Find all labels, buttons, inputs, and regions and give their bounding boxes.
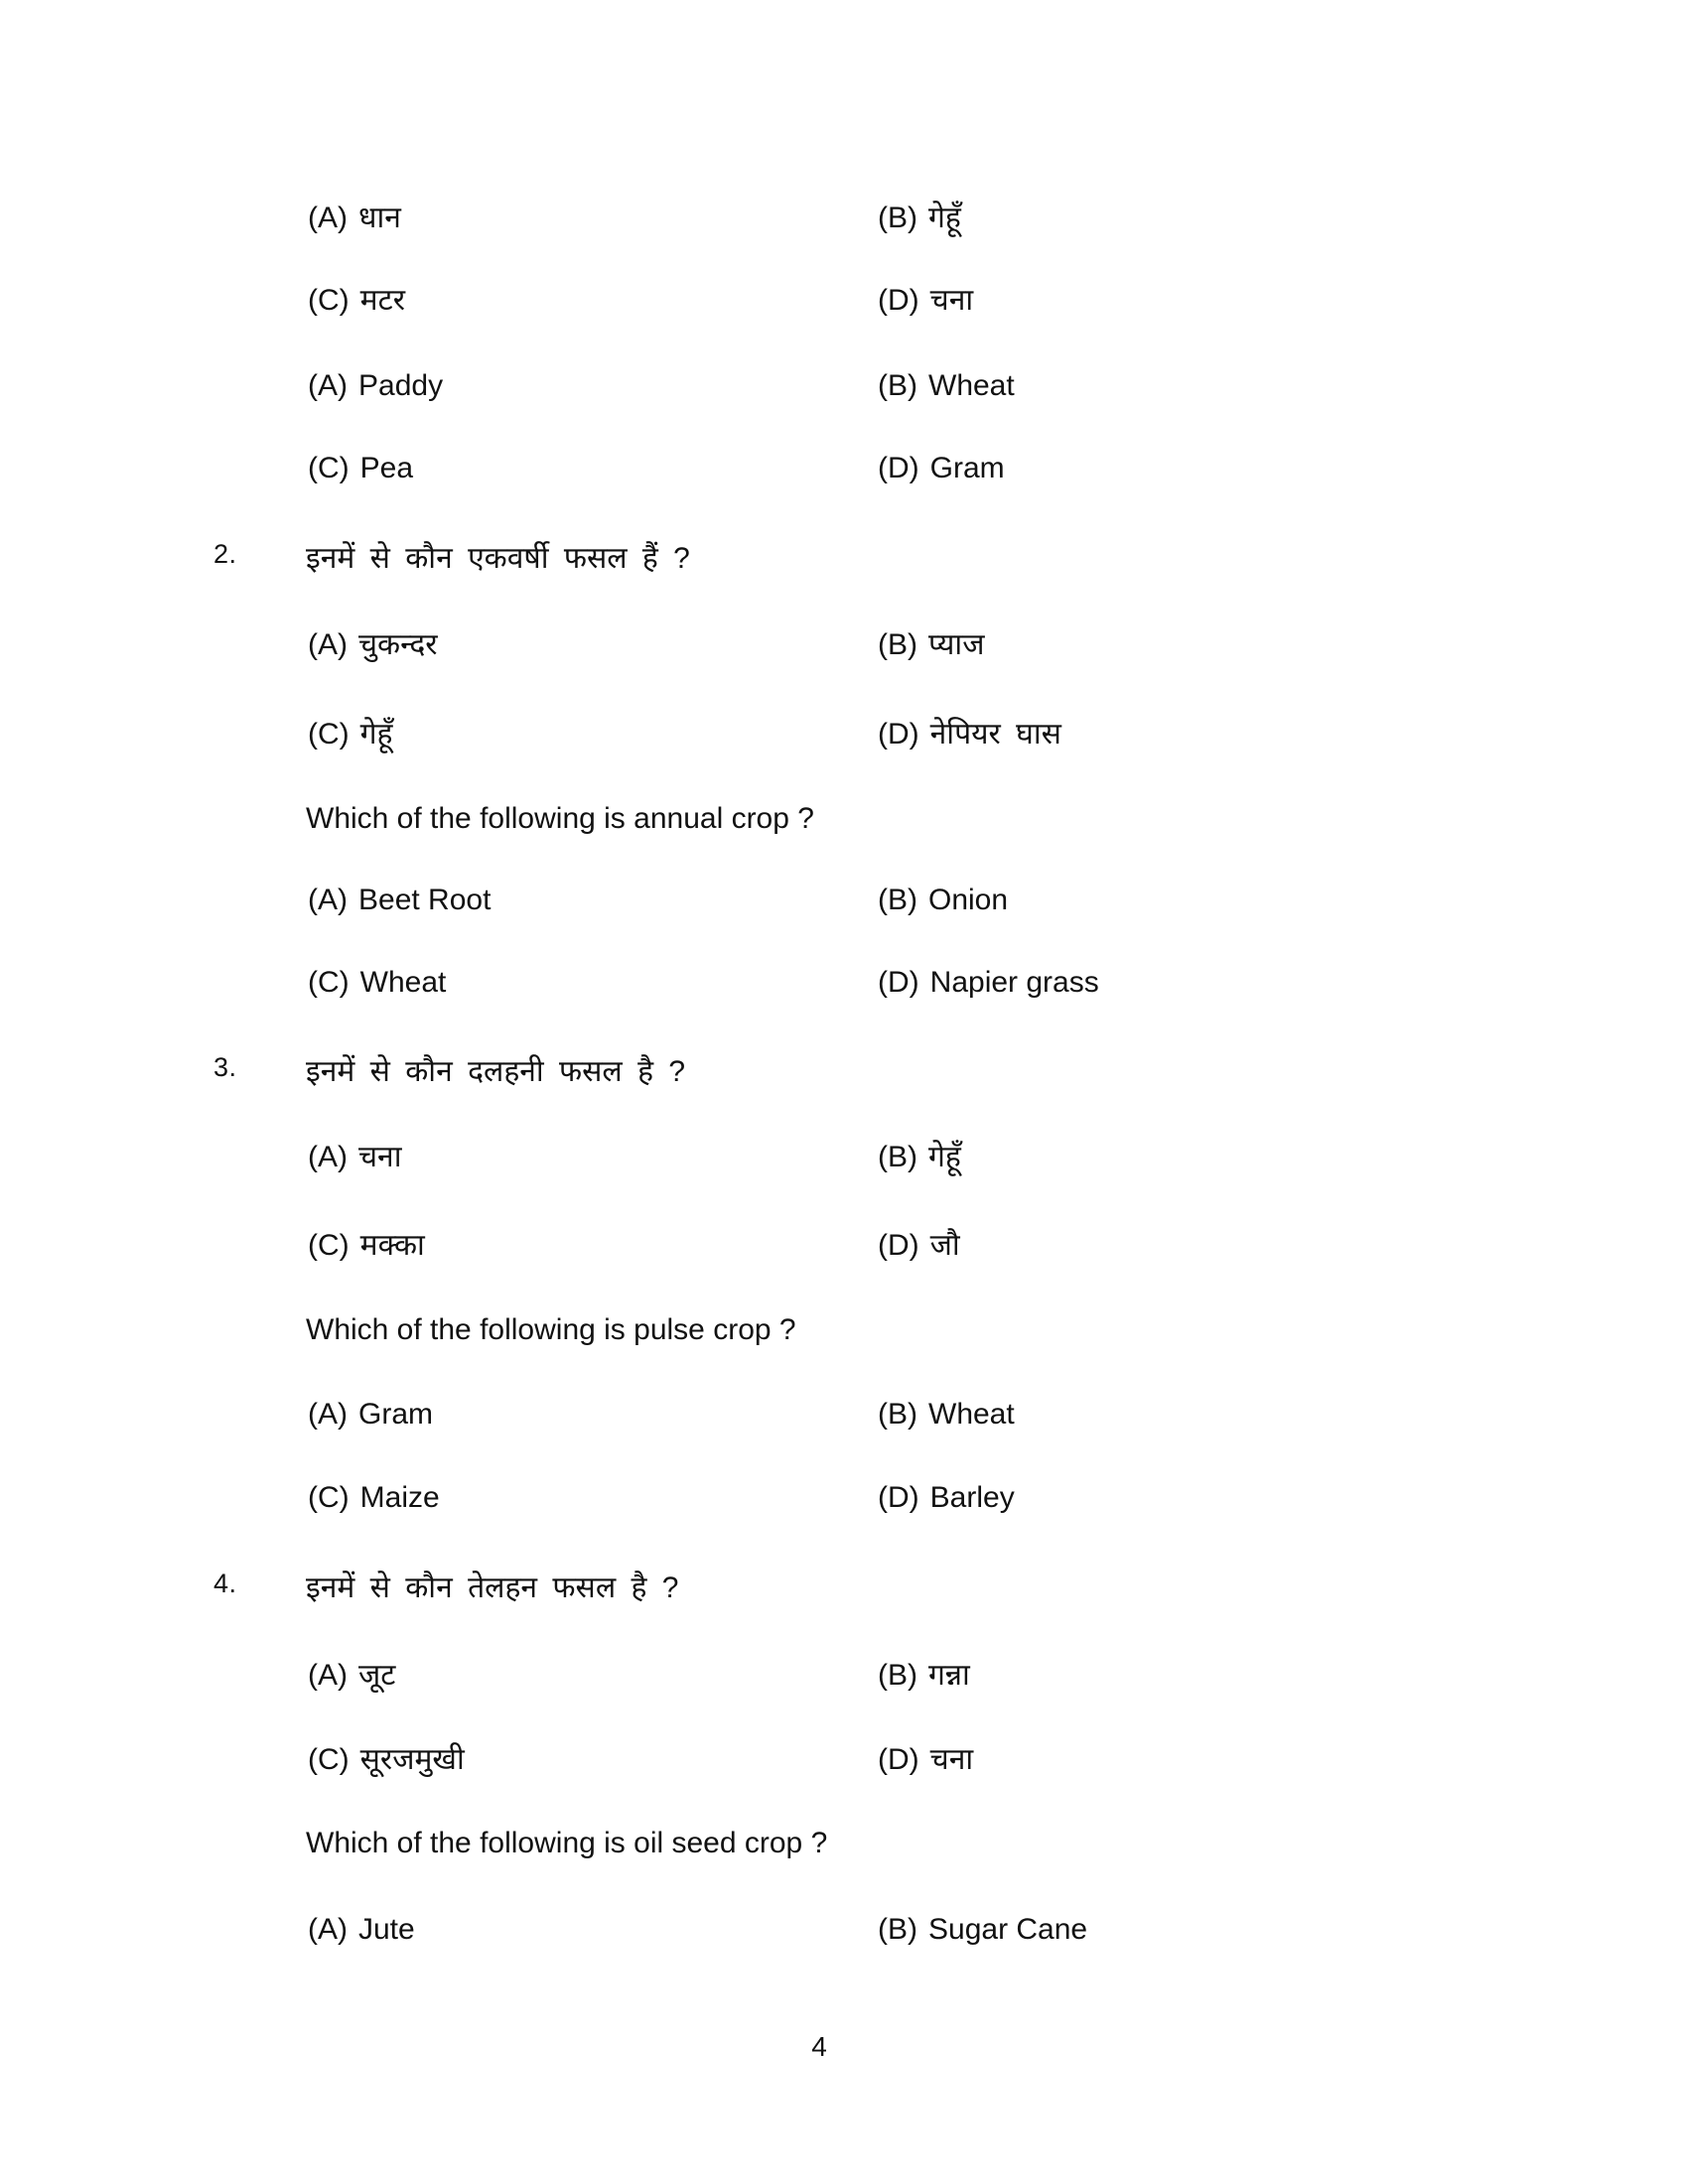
- question-number: 2.: [213, 539, 237, 569]
- options-row: [0, 1398, 1688, 1441]
- option-letter: (D): [878, 452, 919, 484]
- question-row: [0, 1827, 1688, 1870]
- options-row: [0, 1653, 1688, 1697]
- option-letter: (C): [308, 966, 350, 999]
- option-q1-a-english: [308, 369, 443, 403]
- options-row: [0, 1223, 1688, 1267]
- options-row: [0, 452, 1688, 495]
- option-text: चना: [358, 1141, 402, 1173]
- option-text: चना: [929, 284, 974, 317]
- option-text: Sugar Cane: [928, 1913, 1088, 1946]
- options-row: [0, 712, 1688, 755]
- option-q1-c-english: [308, 452, 413, 485]
- option-text: Jute: [358, 1913, 415, 1946]
- option-letter: (A): [308, 1398, 348, 1431]
- options-row: [0, 1135, 1688, 1178]
- option-text: जूट: [358, 1659, 396, 1692]
- option-letter: (A): [308, 884, 348, 916]
- page-number: 4: [811, 2031, 827, 2062]
- question-number: 4.: [213, 1569, 237, 1598]
- option-q2-a-hindi: [308, 622, 438, 663]
- option-q4-a-hindi: [308, 1653, 395, 1694]
- option-text: Paddy: [358, 369, 444, 402]
- option-text: जौ: [929, 1229, 960, 1262]
- options-row: [0, 278, 1688, 322]
- option-q1-d-hindi: [878, 278, 973, 319]
- option-letter: (A): [308, 1913, 348, 1946]
- question-row: [0, 1566, 1688, 1609]
- option-q4-c-hindi: [308, 1737, 465, 1778]
- question-row: [0, 802, 1688, 846]
- option-text: Onion: [928, 884, 1009, 916]
- option-q4-d-hindi: [878, 1737, 973, 1778]
- option-letter: (D): [878, 718, 919, 751]
- option-q3-a-hindi: [308, 1135, 401, 1175]
- option-q3-b-english: [878, 1398, 1015, 1432]
- english-question-text: Which of the following is oil seed crop ?: [306, 1827, 828, 1859]
- question-number: 3.: [213, 1052, 237, 1082]
- option-q4-b-hindi: [878, 1653, 970, 1694]
- option-text: गेहूँ: [928, 202, 961, 234]
- option-text: Wheat: [928, 1398, 1015, 1431]
- option-letter: (C): [308, 284, 350, 317]
- option-text: मटर: [359, 284, 405, 317]
- options-row: [0, 622, 1688, 666]
- option-text: गन्ना: [928, 1659, 970, 1692]
- option-letter: (D): [878, 966, 919, 999]
- english-question-text: Which of the following is pulse crop ?: [306, 1313, 796, 1346]
- option-q1-b-hindi: [878, 196, 961, 236]
- option-letter: (C): [308, 1229, 350, 1262]
- option-q3-c-english: [308, 1481, 440, 1515]
- option-text: सूरजमुखी: [359, 1743, 465, 1776]
- options-row: [0, 369, 1688, 413]
- option-letter: (A): [308, 1659, 348, 1692]
- hindi-question-text: इनमें से कौन एकवर्षी फसल हैं ?: [306, 542, 690, 575]
- option-text: Gram: [358, 1398, 433, 1431]
- option-letter: (B): [878, 1659, 917, 1692]
- hindi-question-text: इनमें से कौन दलहनी फसल है ?: [306, 1055, 686, 1088]
- question-row: [0, 536, 1688, 580]
- options-row: [0, 966, 1688, 1010]
- option-letter: (D): [878, 1481, 919, 1514]
- option-letter: (B): [878, 1398, 917, 1431]
- option-text: Pea: [359, 452, 414, 484]
- option-q2-b-english: [878, 884, 1008, 917]
- options-row: [0, 1913, 1688, 1957]
- option-q2-b-hindi: [878, 622, 984, 663]
- option-text: Gram: [929, 452, 1005, 484]
- option-letter: (A): [308, 202, 348, 234]
- option-letter: (C): [308, 1743, 350, 1776]
- option-text: गेहूँ: [928, 1141, 961, 1173]
- english-question-text: Which of the following is annual crop ?: [306, 802, 814, 835]
- option-q3-a-english: [308, 1398, 433, 1432]
- option-letter: (A): [308, 369, 348, 402]
- option-text: Barley: [929, 1481, 1015, 1514]
- option-text: गेहूँ: [359, 718, 393, 751]
- option-q2-d-english: [878, 966, 1099, 1000]
- option-text: चना: [929, 1743, 974, 1776]
- option-q1-d-english: [878, 452, 1005, 485]
- option-text: Beet Root: [358, 884, 492, 916]
- question-row: [0, 1313, 1688, 1357]
- option-letter: (D): [878, 1743, 919, 1776]
- option-q2-c-hindi: [308, 712, 392, 752]
- option-letter: (C): [308, 452, 350, 484]
- option-q1-a-hindi: [308, 196, 401, 236]
- option-q2-d-hindi: [878, 712, 1061, 752]
- option-letter: (A): [308, 1141, 348, 1173]
- option-text: Napier grass: [929, 966, 1099, 999]
- option-text: चुकन्दर: [358, 628, 438, 661]
- option-letter: (B): [878, 202, 917, 234]
- options-row: [0, 196, 1688, 239]
- question-row: [0, 1049, 1688, 1093]
- option-q4-b-english: [878, 1913, 1087, 1947]
- options-row: [0, 1481, 1688, 1525]
- option-text: Maize: [359, 1481, 440, 1514]
- option-text: धान: [358, 202, 401, 234]
- option-letter: (B): [878, 1141, 917, 1173]
- option-letter: (B): [878, 884, 917, 916]
- option-text: नेपियर घास: [929, 718, 1061, 751]
- option-letter: (D): [878, 1229, 919, 1262]
- options-row: [0, 1737, 1688, 1781]
- options-row: [0, 884, 1688, 927]
- option-letter: (D): [878, 284, 919, 317]
- option-text: Wheat: [928, 369, 1015, 402]
- option-text: Wheat: [359, 966, 447, 999]
- option-q3-d-hindi: [878, 1223, 960, 1264]
- option-q1-c-hindi: [308, 278, 405, 319]
- option-q3-b-hindi: [878, 1135, 961, 1175]
- option-text: मक्का: [359, 1229, 425, 1262]
- option-q3-c-hindi: [308, 1223, 425, 1264]
- option-letter: (B): [878, 628, 917, 661]
- hindi-question-text: इनमें से कौन तेलहन फसल है ?: [306, 1571, 679, 1604]
- option-q1-b-english: [878, 369, 1015, 403]
- option-letter: (B): [878, 1913, 917, 1946]
- option-letter: (B): [878, 369, 917, 402]
- option-q2-a-english: [308, 884, 491, 917]
- option-letter: (C): [308, 718, 350, 751]
- option-text: प्याज: [928, 628, 985, 661]
- option-letter: (A): [308, 628, 348, 661]
- option-q3-d-english: [878, 1481, 1015, 1515]
- option-letter: (C): [308, 1481, 350, 1514]
- option-q4-a-english: [308, 1913, 415, 1947]
- option-q2-c-english: [308, 966, 446, 1000]
